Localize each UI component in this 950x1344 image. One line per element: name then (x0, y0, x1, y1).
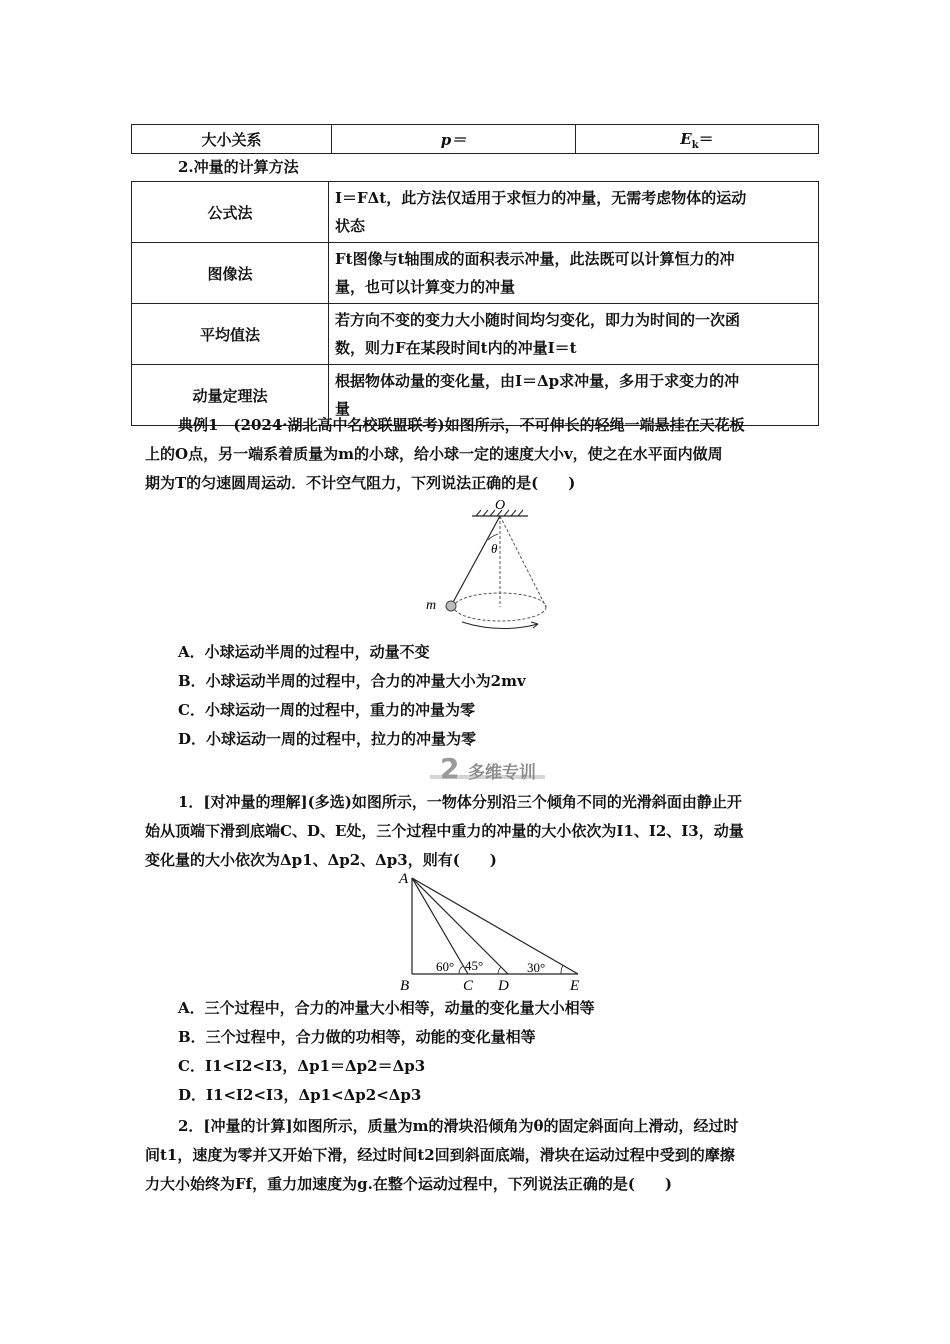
conical-pendulum-figure (420, 496, 570, 636)
label-a: A (399, 871, 409, 887)
method-description (329, 304, 819, 365)
desc-line: 量，也可以计算变力的冲量 (335, 278, 516, 296)
kinetic-energy-symbol: E (680, 129, 692, 148)
option-a: A．三个过程中，合力的冲量大小相等，动量的变化量大小相等 (178, 999, 595, 1017)
option-c: C．小球运动一周的过程中，重力的冲量为零 (178, 701, 475, 719)
subscript: k (691, 139, 699, 151)
label-e: E (570, 978, 580, 994)
label-d: D (498, 978, 509, 994)
table-cell (332, 125, 576, 154)
momentum-formula: p＝ (440, 130, 467, 149)
question-text-line: 力大小始终为Ff，重力加速度为g.在整个运动过程中，下列说法正确的是( ) (145, 1175, 673, 1193)
option-c: C．I1<I2<I3，Δp1＝Δp2＝Δp3 (178, 1057, 426, 1075)
table-row (132, 182, 819, 243)
question-text-line: 始从顶端下滑到底端C、D、E处，三个过程中重力的冲量的大小依次为I1、I2、I3，动量 (145, 822, 744, 840)
option-a: A．小球运动半周的过程中，动量不变 (178, 643, 430, 661)
inclined-planes-figure (395, 866, 585, 996)
desc-line: 状态 (335, 217, 366, 235)
table-row (132, 125, 819, 154)
desc-line: 量 (335, 400, 351, 418)
motion-arrow (462, 622, 538, 629)
banner-text: 多维专训 (468, 763, 536, 783)
method-name: 动量定理法 (132, 365, 329, 426)
question-text-line: 2．[冲量的计算]如图所示，质量为m的滑块沿倾角为θ的固定斜面向上滑动，经过时 (178, 1117, 739, 1135)
desc-line: Ft图像与t轴围成的面积表示冲量，此法既可以计算恒力的冲 (335, 250, 735, 268)
question-text-line: 变化量的大小依次为Δp1、Δp2、Δp3，则有( ) (145, 851, 497, 869)
question-text-line: 1．[对冲量的理解](多选)如图所示，一物体分别沿三个倾角不同的光滑斜面由静止开 (178, 793, 742, 811)
desc-line: 根据物体动量的变化量，由I＝Δp求冲量，多用于求变力的冲 (335, 372, 740, 390)
angle-60-label: 60° (436, 959, 455, 974)
label-b: B (400, 978, 410, 994)
angle-arc (459, 966, 463, 974)
table-cell: 大小关系 (132, 125, 332, 154)
desc-line: 若方向不变的变力大小随时间均匀变化，即力为时间的一次函 (335, 311, 741, 329)
rope-line (451, 516, 500, 606)
desc-line: 数，则力F在某段时间t内的冲量I＝t (335, 339, 577, 357)
example-text-line: 典例1 (2024·湖北高中名校联盟联考)如图所示，不可伸长的轻绳一端悬挂在天花板 (178, 416, 745, 434)
method-name: 图像法 (132, 243, 329, 304)
angle-45-label: 45° (465, 958, 484, 973)
ball-icon (446, 601, 456, 611)
question-text-line: 间t1，速度为零并又开始下滑，经过时间t2回到斜面底端，滑块在运动过程中受到的摩擦 (145, 1146, 735, 1164)
equals-sign: ＝ (698, 129, 714, 148)
desc-line: I＝FΔt，此方法仅适用于求恒力的冲量，无需考虑物体的运动 (335, 189, 747, 207)
method-description (329, 243, 819, 304)
theta-label: θ (491, 541, 498, 556)
option-b: B．三个过程中，合力做的功相等，动能的变化量相等 (178, 1028, 536, 1046)
example-text-line: 上的O点，另一端系着质量为m的小球，给小球一定的速度大小v，使之在水平面内做周 (145, 445, 723, 463)
table-row (132, 243, 819, 304)
angle-30-label: 30° (527, 960, 546, 975)
example-text-line: 期为T的匀速圆周运动．不计空气阻力，下列说法正确的是( ) (145, 474, 576, 492)
impulse-methods-table (131, 181, 819, 426)
point-o-label: O (494, 498, 506, 513)
label-c: C (463, 978, 474, 994)
method-description (329, 182, 819, 243)
table-cell (576, 125, 819, 154)
cone-right-edge (500, 516, 546, 607)
method-name: 公式法 (132, 182, 329, 243)
magnitude-relation-table (131, 124, 819, 154)
angle-arc (561, 965, 563, 974)
mass-label: m (426, 598, 437, 613)
section-title: 2.冲量的计算方法 (178, 158, 299, 176)
banner-number: 2 (440, 752, 460, 785)
method-name: 平均值法 (132, 304, 329, 365)
table-row (132, 304, 819, 365)
training-banner (410, 752, 545, 785)
angle-arc (498, 967, 501, 974)
option-b: B．小球运动半周的过程中，合力的冲量大小为2mv (178, 672, 526, 690)
option-d: D．I1<I2<I3，Δp1<Δp2<Δp3 (178, 1086, 422, 1104)
option-d: D．小球运动一周的过程中，拉力的冲量为零 (178, 730, 477, 748)
